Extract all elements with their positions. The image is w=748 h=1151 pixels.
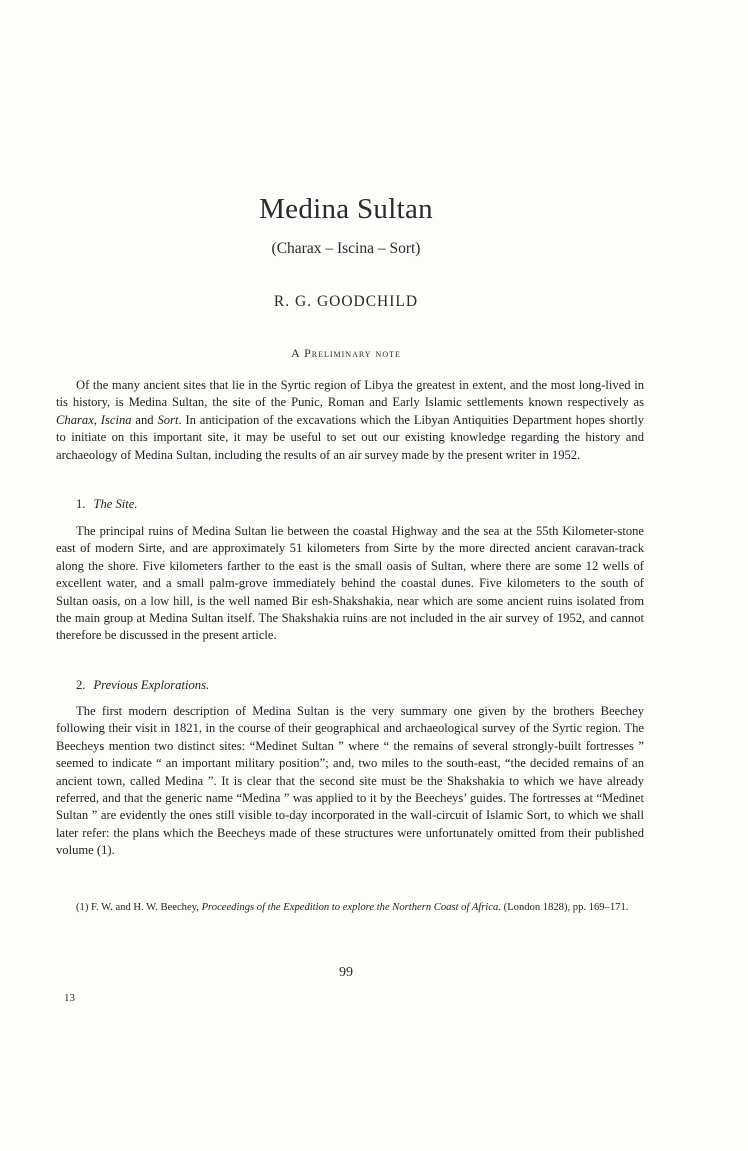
footnote-prefix: (1) F. W. and H. W. Beechey, — [76, 902, 202, 913]
section-2-heading — [76, 678, 209, 693]
intro-comma: , — [93, 412, 101, 427]
signature-mark: 13 — [64, 992, 75, 1004]
article-subtitle: (Charax – Iscina – Sort) — [271, 240, 421, 257]
author-name: R. G. GOODCHILD — [273, 293, 419, 310]
footnote — [56, 900, 644, 917]
footnote-suffix: (London 1828), pp. 169–171. — [501, 902, 629, 913]
section-2-paragraph: The first modern description of Medina Sultan is the very summary one given by the brothers Beechey following their visit in 1821, in the course of their geographical and archaeological survey of the Syrtic region. The Beecheys mention two distinct sites: “Medinet Sultan ” where “ the remains of several strongly-built fortresses ” seemed to indicate “ an important military position”; and, two miles to the south-east, “the decided remains of an ancient town, called Medina ”. It is clear that the second site must be the Shakshakia to which we have already referred, and that the generic name “Medina ” was applied to it by the Beecheys’ guides. The fortresses at “Medinet Sultan ” are evidently the ones still visible to-day incorporated in the wall-circuit of Islamic Sort, to which we shall later refer: the plans which the Beecheys made of these structures were unfortunately omitted from their published volume (1). — [56, 704, 644, 858]
intro-text-2: . In anticipation of the excavations which the Libyan Antiquities Department hopes shortly to initiate on this important site, it may be useful to set out our existing knowledge regarding the history and archaeology of Medina Sultan, including the results of an air survey made by the present writer in 1952. — [56, 412, 644, 462]
intro-sort: Sort — [157, 412, 179, 427]
intro-text-1: Of the many ancient sites that lie in the Syrtic region of Libya the greatest in extent, and the most long-lived in tis history, is Medina Sultan, the site of the Punic, Roman and Early Islamic settlements known respectively as — [56, 378, 644, 410]
section-1-number: 1. — [76, 497, 86, 511]
article-title: Medina Sultan — [259, 193, 433, 225]
intro-paragraph — [56, 377, 644, 464]
page-number: 99 — [339, 965, 353, 980]
intro-and: and — [131, 412, 158, 427]
section-1-title: The Site. — [93, 497, 138, 511]
intro-charax: Charax — [56, 412, 94, 427]
footnote-work-title: Proceedings of the Expedition to explore the Northern Coast of Africa. — [201, 902, 502, 913]
section-2-title: Previous Explorations. — [93, 678, 210, 692]
section-1-heading — [76, 497, 138, 512]
intro-iscina: Iscina — [100, 412, 132, 427]
section-2-number: 2. — [76, 678, 86, 692]
section-1-paragraph: The principal ruins of Medina Sultan lie between the coastal Highway and the sea at the 55th Kilometer-stone east of modern Sirte, and are approximately 51 kilometers from Sirte by the more directed ancient caravan-track along the shore. Five kilometers farther to the east is the small oasis of Sultan, where there are some 12 wells of excellent water, and a small palm-grove immediately behind the coastal dunes. Five kilometers to the south of Sultan oasis, on a low hill, is the well named Bir esh-Shakshakia, near which are some ancient ruins isolated from the main group at Medina Sultan itself. The Shakshakia ruins are not included in the air survey of 1952, and cannot therefore be discussed in the present article. — [56, 524, 644, 643]
note-heading: A Preliminary note — [291, 346, 401, 360]
